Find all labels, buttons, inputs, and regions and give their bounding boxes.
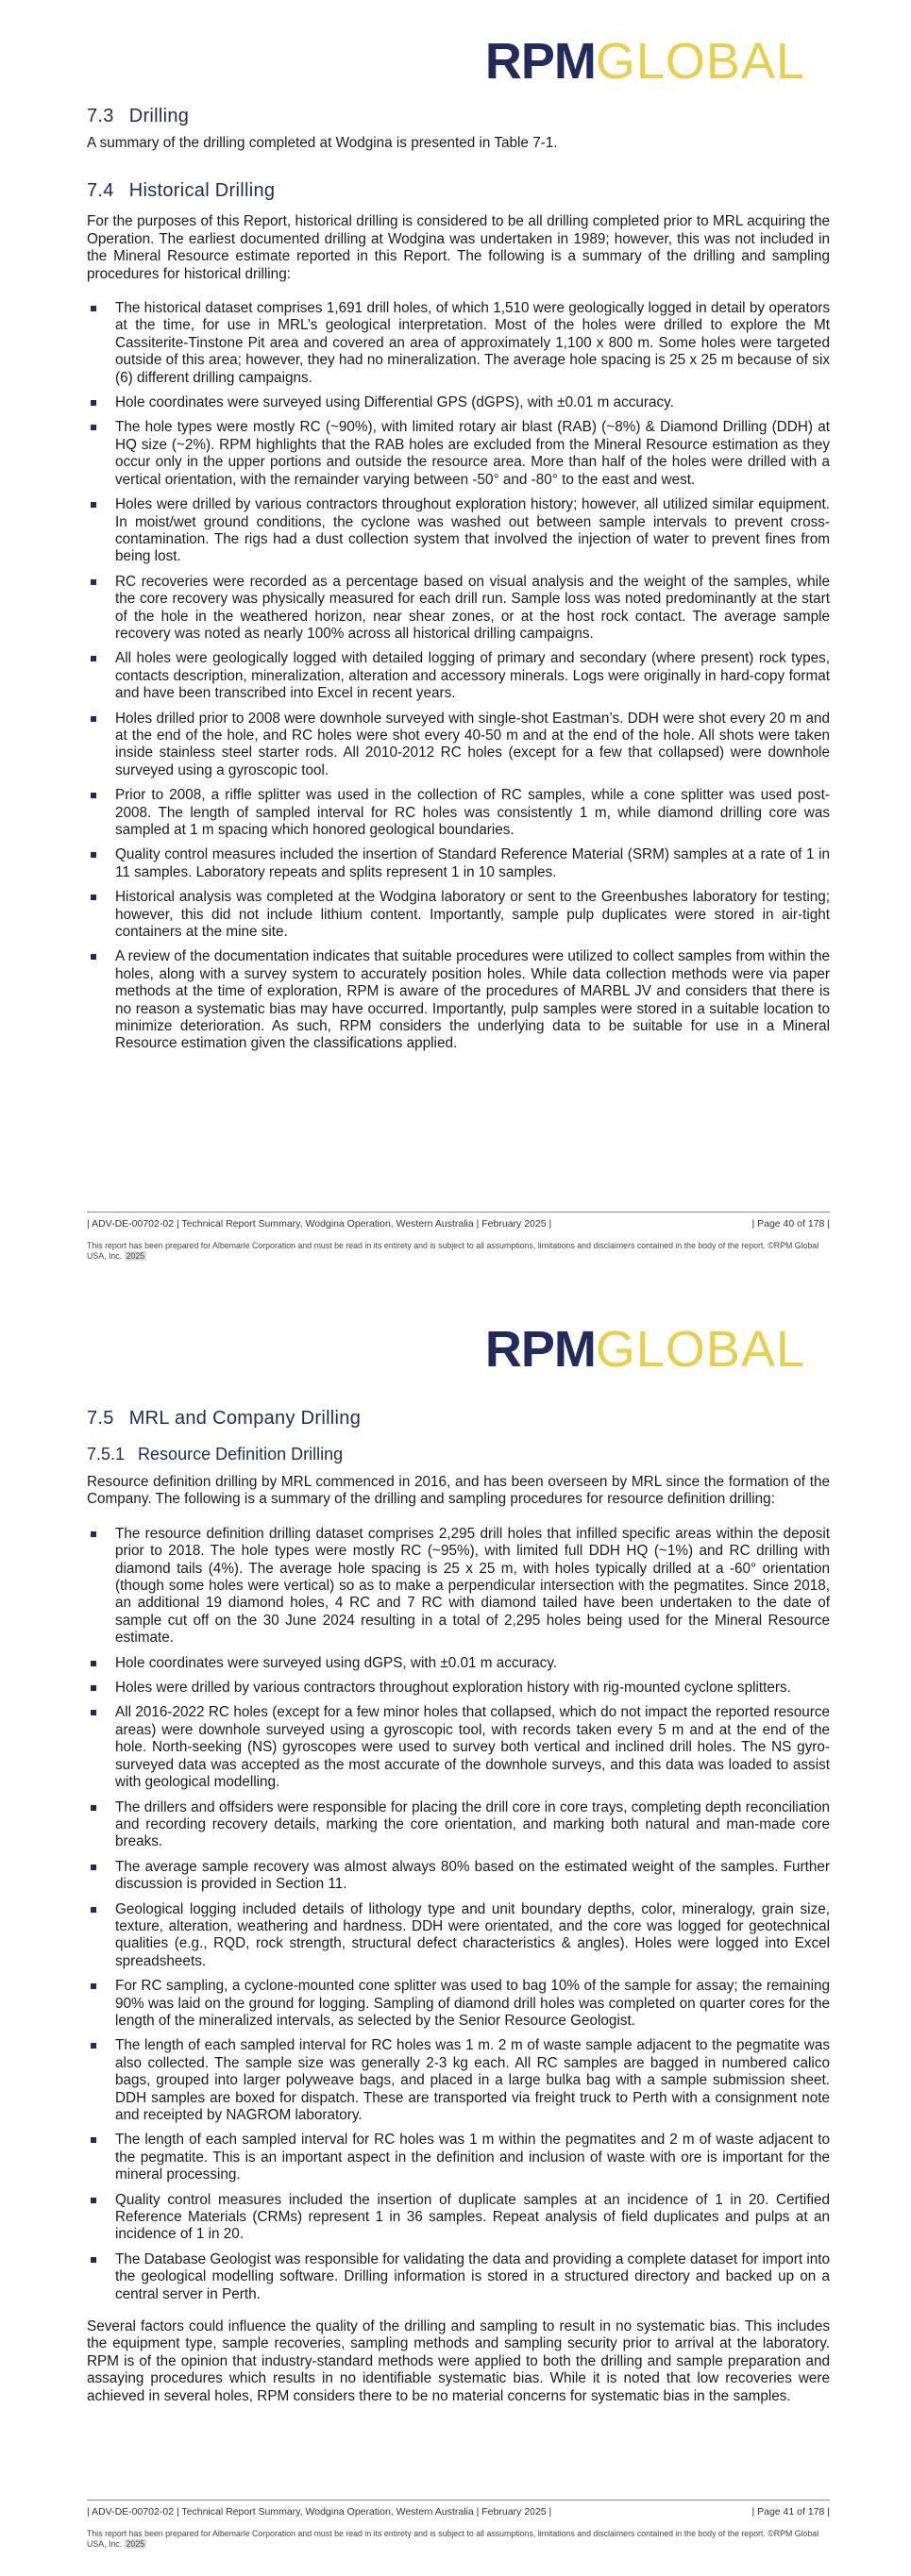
bullet-square-icon <box>91 1531 96 1537</box>
list-item: Hole coordinates were surveyed using Differential GPS (dGPS), with ±0.01 m accuracy. <box>87 394 830 411</box>
bullet-square-icon <box>91 1710 96 1715</box>
bullet-square-icon <box>91 852 96 858</box>
bullet-square-icon <box>91 793 96 798</box>
list-item: All holes were geologically logged with detailed logging of primary and secondary (where present) rock types, contacts description, mineralization, alteration and accessory minerals. Logs were originally in hard-copy format and have been transcribed into Excel in recent years. <box>87 650 830 702</box>
footer-disclaimer: This report has been prepared for Albemarle Corporation and must be read in its entirety and is subject to all assumptions, limitations and disclaimers contained in the body of the report. ©RPM Global USA, Inc. 2025 <box>87 2529 819 2549</box>
footer-page-number: | Page 41 of 178 | <box>751 2506 830 2517</box>
rpm-global-logo <box>484 33 805 90</box>
list-item: Holes were drilled by various contractors throughout exploration history with rig-mounted cyclone splitters. <box>87 1680 830 1697</box>
list-item: Quality control measures included the insertion of duplicate samples at an incidence of 1 in 20. Certified Reference Materials (CRMs) represent 1 in 36 samples. Repeat analysis of field duplicates and pulps at an incidence of 1 in 20. <box>87 2192 830 2244</box>
list-item: Holes were drilled by various contractors throughout exploration history; however, all utilized similar equipment. In moist/wet ground conditions, the cyclone was washed out between sample intervals to prevent cross-contamination. The rigs had a dust collection system that involved the injection of water to prevent fines from being lost. <box>87 496 830 566</box>
list-item: All 2016-2022 RC holes (except for a few minor holes that collapsed, which do not impact the reported resource areas) were downhole surveyed using a gyroscopic tool, with records taken every 5 m and at the end of the hole. North-seeking (NS) gyroscopes were used to survey both vertical and inclined drill holes. The NS gyro-surveyed data was accepted as the most accurate of the downhole surveys, and this data was loaded to assist with geological modelling. <box>87 1704 830 1791</box>
footer-page-number: | Page 40 of 178 | <box>751 1218 830 1229</box>
bullet-square-icon <box>91 954 96 960</box>
historical-drilling-list <box>87 300 830 1053</box>
section-number: 7.5.1 <box>87 1445 126 1464</box>
page-footer <box>87 1212 830 1262</box>
list-item: The Database Geologist was responsible for validating the data and providing a complete dataset for import into the geological modelling software. Drilling information is stored in a structured directory and backed up on a central server in Perth. <box>87 2251 830 2303</box>
footer-divider <box>87 2500 830 2501</box>
list-item: A review of the documentation indicates that suitable procedures were utilized to collect samples from within the holes, along with a survey system to accurately position holes. While data collection methods were via paper methods at the time of exploration, RPM is aware of the procedures of MARBL JV and considers that there is no reason a systematic bias may have occurred. Importantly, pulp samples were stored in a suitable location to minimize deterioration. As such, RPM considers the underlying data to be suitable for use in a Mineral Resource estimation given the classifications applied. <box>87 948 830 1052</box>
bullet-square-icon <box>91 2198 96 2203</box>
footer-year: 2025 <box>126 1251 145 1261</box>
section-number: 7.5 <box>87 1408 114 1429</box>
rpm-global-logo <box>484 1321 805 1378</box>
bullet-square-icon <box>91 1865 96 1870</box>
section-7-3-text: A summary of the drilling completed at Wodgina is presented in Table 7-1. <box>87 135 558 151</box>
list-item: The length of each sampled interval for RC holes was 1 m within the pegmatites and 2 m of waste adjacent to the pegmatite. This is an important aspect in the definition and inclusion of waste with ore is important for the mineral processing. <box>87 2132 830 2183</box>
page-41-content <box>87 1408 830 2405</box>
section-title: Drilling <box>128 106 190 126</box>
list-item: Historical analysis was completed at the Wodgina laboratory or sent to the Greenbushes laboratory for testing; however, this did not include lithium content. Importantly, sample pulp duplicates were stored in air-tight containers at the mine site. <box>87 889 830 941</box>
list-item: The resource definition drilling dataset comprises 2,295 drill holes that infilled specific areas within the deposit prior to 2018. The hole types were mostly RC (~95%), with limited full DDH HQ (~1%) and RC drilling with diamond tails (4%). The average hole spacing is 25 x 25 m, with holes typically drilled at a -60° orientation (though some holes were vertical) so as to make a perpendicular intersection with the pegmatites. Since 2018, an additional 19 diamond holes, 4 RC and 7 RC with diamond tailed have been undertaken to the date of sample cut off on the 30 June 2024 resulting in a total of 2,295 holes being used for the Mineral Resource estimate. <box>87 1526 830 1648</box>
bullet-square-icon <box>91 895 96 900</box>
list-item: The length of each sampled interval for RC holes was 1 m. 2 m of waste sample adjacent to the pegmatite was also collected. The sample size was generally 2-3 kg each. All RC samples are bagged in numbered calico bags, grouped into larger polyweave bags, and placed in a large bulka bag with a sample submission sheet. DDH samples are boxed for dispatch. These are transported via freight truck to Perth with a consignment note and receipted by NAGROM laboratory. <box>87 2037 830 2124</box>
bullet-square-icon <box>91 400 96 406</box>
section-7-5-1-intro: Resource definition drilling by MRL commenced in 2016, and has been overseen by MRL since the formation of the Company. The following is a summary of the drilling and sampling procedures for resource definition drilling: <box>87 1474 830 1508</box>
page-footer <box>87 2500 830 2550</box>
bullet-square-icon <box>91 1685 96 1691</box>
footer-divider <box>87 1212 830 1213</box>
list-item: Quality control measures included the insertion of Standard Reference Material (SRM) samples at a rate of 1 in 11 samples. Laboratory repeats and splits represent 1 in 10 samples. <box>87 846 830 881</box>
bullet-square-icon <box>91 502 96 508</box>
page-40-content <box>87 106 830 1061</box>
section-title: Resource Definition Drilling <box>138 1445 344 1464</box>
bullet-square-icon <box>91 1907 96 1913</box>
footer-disclaimer: This report has been prepared for Albemarle Corporation and must be read in its entirety and is subject to all assumptions, limitations and disclaimers contained in the body of the report. ©RPM Global USA, Inc. 2025 <box>87 1241 819 1261</box>
section-7-3-heading <box>87 106 830 127</box>
section-7-5-1-closing: Several factors could influence the quality of the drilling and sampling to result in no systematic bias. This includes the equipment type, sample recoveries, sampling methods and sampling security prior to arrival at the laboratory. RPM is of the opinion that industry-standard methods were applied to both the drilling and sample preparation and assaying procedures which results in no identifiable systematic bias. While it is noted that low recoveries were achieved in several holes, RPM considers there to be no material concerns for systematic bias in the samples. <box>87 2318 830 2404</box>
list-item: For RC sampling, a cyclone-mounted cone splitter was used to bag 10% of the sample for assay; the remaining 90% was laid on the ground for logging. Sampling of diamond drill holes was completed on quarter cores for the length of the mineralized intervals, as selected by the Senior Resource Geologist. <box>87 1978 830 2030</box>
bullet-square-icon <box>91 1661 96 1666</box>
bullet-square-icon <box>91 656 96 661</box>
report-page-41 <box>0 1288 911 2576</box>
section-7-4-intro: For the purposes of this Report, historical drilling is considered to be all drilling completed prior to MRL acquiring the Operation. The earliest documented drilling at Wodgina was undertaken in 1989; however, this was not included in the Mineral Resource estimate reported in this Report. The following is a summary of the drilling and sampling procedures for historical drilling: <box>87 213 830 282</box>
section-7-4-heading <box>87 180 830 202</box>
logo-global-text: GLOBAL <box>595 33 805 90</box>
list-item: Holes drilled prior to 2008 were downhole surveyed with single-shot Eastman’s. DDH were shot every 20 m and at the end of the hole, and RC holes were shot every 40-50 m and at the end of the hole. All shots were taken inside stainless steel starter rods. All 2010-2012 RC holes (except for a few that collapsed) were downhole surveyed using a gyroscopic tool. <box>87 711 830 780</box>
bullet-square-icon <box>91 2137 96 2143</box>
list-item: Hole coordinates were surveyed using dGPS, with ±0.01 m accuracy. <box>87 1655 830 1672</box>
section-title: MRL and Company Drilling <box>128 1408 362 1429</box>
resource-drilling-list <box>87 1526 830 2303</box>
bullet-square-icon <box>91 425 96 430</box>
list-item: The drillers and offsiders were responsible for placing the drill core in core trays, completing depth reconciliation and recording recovery details, marking the core orientation, and marking both natural and man-made core breaks. <box>87 1799 830 1851</box>
list-item: The average sample recovery was almost always 80% based on the estimated weight of the samples. Further discussion is provided in Section 11. <box>87 1859 830 1894</box>
list-item: RC recoveries were recorded as a percentage based on visual analysis and the weight of the samples, while the core recovery was physically measured for each drill run. Sample loss was noted predominantly at the start of the hole in the weathered horizon, near shear zones, or at the host rock contact. The average sample recovery was noted as nearly 100% across all historical drilling campaigns. <box>87 574 830 644</box>
footer-doc-info: | ADV-DE-00702-02 | Technical Report Summary, Wodgina Operation, Western Australia | February 2025 | <box>87 2506 552 2517</box>
bullet-square-icon <box>91 306 96 311</box>
list-item: Prior to 2008, a riffle splitter was used in the collection of RC samples, while a cone splitter was used post-2008. The length of sampled interval for RC holes was consistently 1 m, while diamond drilling core was sampled at 1 m spacing which honored geological boundaries. <box>87 787 830 839</box>
section-number: 7.3 <box>87 106 114 126</box>
section-7-5-heading <box>87 1408 830 1430</box>
section-number: 7.4 <box>87 180 114 202</box>
list-item: The historical dataset comprises 1,691 drill holes, of which 1,510 were geologically logged in detail by operators at the time, for use in MRL’s geological interpretation. Most of the holes were drilled to explore the Mt Cassiterite-Tinstone Pit area and covered an area of approximately 1,100 x 800 m. Some holes were targeted outside of this area; however, they had no mineralization. The average hole spacing is 25 x 25 m because of six (6) different drilling campaigns. <box>87 300 830 387</box>
bullet-square-icon <box>91 579 96 585</box>
bullet-square-icon <box>91 2043 96 2049</box>
footer-year: 2025 <box>126 2539 145 2549</box>
section-title: Historical Drilling <box>128 180 276 202</box>
bullet-square-icon <box>91 1805 96 1811</box>
footer-doc-info: | ADV-DE-00702-02 | Technical Report Summary, Wodgina Operation, Western Australia | February 2025 | <box>87 1218 552 1229</box>
bullet-square-icon <box>91 2257 96 2263</box>
list-item: The hole types were mostly RC (~90%), with limited rotary air blast (RAB) (~8%) & Diamond Drilling (DDH) at HQ size (~2%). RPM highlights that the RAB holes are excluded from the Mineral Resource estimation as they occur only in the upper portions and outside the resource area. More than half of the holes were drilled with a vertical orientation, with the remainder varying between -50° and -80° to the east and west. <box>87 419 830 489</box>
list-item: Geological logging included details of lithology type and unit boundary depths, color, mineralogy, grain size, texture, alteration, weathering and hardness. DDH were orientated, and the core was logged for geotechnical qualities (e.g., RQD, rock strength, structural defect characteristics & angles). Holes were logged into Excel spreadsheets. <box>87 1901 830 1971</box>
bullet-square-icon <box>91 1983 96 1989</box>
logo-rpm-text: RPM <box>484 33 596 90</box>
bullet-square-icon <box>91 716 96 722</box>
section-7-5-1-heading <box>87 1445 830 1464</box>
logo-rpm-text: RPM <box>484 1321 596 1378</box>
logo-global-text: GLOBAL <box>595 1321 805 1378</box>
